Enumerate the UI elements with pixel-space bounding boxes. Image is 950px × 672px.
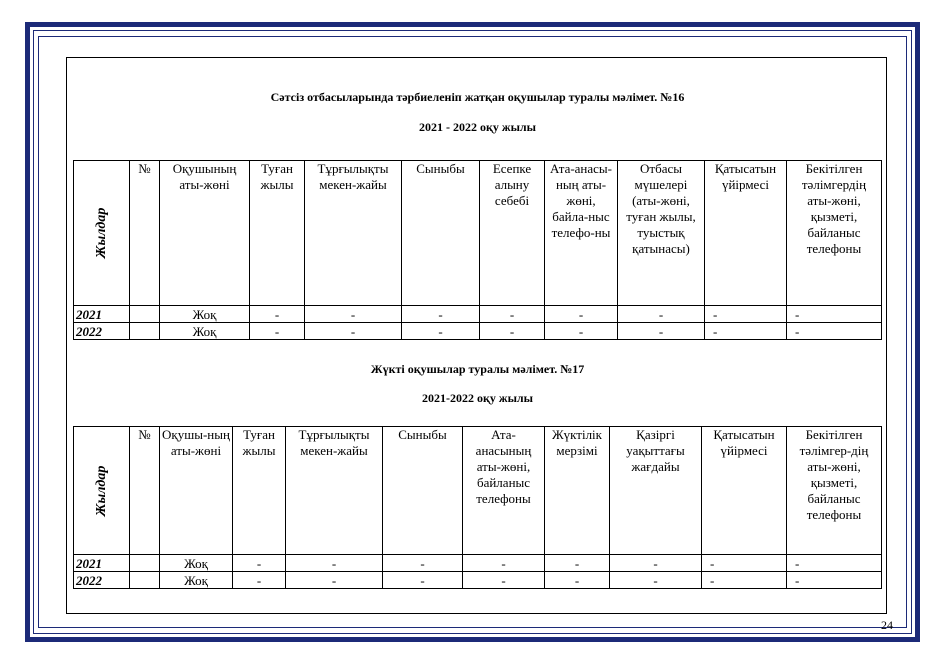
row-num [130, 323, 160, 340]
row-cell: - [286, 555, 383, 572]
row-cell: - [545, 323, 618, 340]
table-row [74, 323, 882, 340]
table16-header-club: Қатысатын үйірмесі [705, 161, 787, 306]
row-cell: - [480, 306, 545, 323]
table16-year: 2021 - 2022 оқу жылы [418, 120, 537, 134]
row-num [130, 555, 160, 572]
row-cell: - [545, 555, 610, 572]
row-year: 2021 [74, 306, 130, 323]
document-content [66, 57, 887, 614]
table16-header-birth-year: Туған жылы [250, 161, 305, 306]
row-cell: - [383, 572, 463, 589]
table16-header-row [74, 161, 882, 306]
table17 [73, 426, 882, 589]
row-num [130, 572, 160, 589]
table17-year: 2021-2022 оқу жылы [421, 391, 534, 405]
row-cell: - [286, 572, 383, 589]
table17-header-num: № [130, 427, 160, 555]
row-name: Жоқ [160, 572, 233, 589]
table16-title: Сәтсіз отбасыларында тәрбиеленіп жатқан оқушылар туралы мәлімет. №16 [270, 90, 685, 104]
row-year: 2021 [74, 555, 130, 572]
row-cell: - [480, 323, 545, 340]
row-cell: - [787, 572, 882, 589]
row-cell: - [402, 323, 480, 340]
row-cell: - [383, 555, 463, 572]
table16-header-reason: Есепке алыну себебі [480, 161, 545, 306]
table17-header-club: Қатысатын үйірмесі [702, 427, 787, 555]
row-year: 2022 [74, 572, 130, 589]
row-cell: - [610, 572, 702, 589]
table17-header-name: Оқушы-ның аты-жөні [160, 427, 233, 555]
row-cell: - [702, 555, 787, 572]
row-cell: - [618, 323, 705, 340]
table16-header-name: Оқушының аты-жөні [160, 161, 250, 306]
table16-header-years: Жылдар [74, 161, 130, 306]
table-row [74, 572, 882, 589]
row-cell: - [233, 572, 286, 589]
row-name: Жоқ [160, 323, 250, 340]
table16-header-address: Тұрғылықты мекен-жайы [305, 161, 402, 306]
row-cell: - [702, 572, 787, 589]
row-cell: - [705, 323, 787, 340]
table17-header-pregnancy-term: Жүктілік мерзімі [545, 427, 610, 555]
table17-header-years: Жылдар [74, 427, 130, 555]
table16 [73, 160, 882, 340]
table16-header-num: № [130, 161, 160, 306]
table17-header-mentor: Бекітілген тәлімгер-дің аты-жөні, қызметі, байланыс телефоны [787, 427, 882, 555]
row-cell: - [618, 306, 705, 323]
row-cell: - [463, 555, 545, 572]
table-row [74, 306, 882, 323]
table-row [74, 555, 882, 572]
row-cell: - [305, 323, 402, 340]
row-cell: - [610, 555, 702, 572]
row-cell: - [705, 306, 787, 323]
table17-header-address: Тұрғылықты мекен-жайы [286, 427, 383, 555]
table17-header-parents: Ата-анасының аты-жөні, байланыс телефоны [463, 427, 545, 555]
table17-header-row [74, 427, 882, 555]
row-cell: - [545, 306, 618, 323]
row-name: Жоқ [160, 306, 250, 323]
row-cell: - [787, 555, 882, 572]
row-year: 2022 [74, 323, 130, 340]
row-num [130, 306, 160, 323]
row-cell: - [787, 323, 882, 340]
row-cell: - [305, 306, 402, 323]
row-cell: - [250, 306, 305, 323]
row-cell: - [463, 572, 545, 589]
table17-title: Жүкті оқушылар туралы мәлімет. №17 [370, 362, 585, 376]
row-cell: - [250, 323, 305, 340]
table16-header-mentor: Бекітілген тәлімгердің аты-жөні, қызметі, байланыс телефоны [787, 161, 882, 306]
page-number: 24 [881, 618, 893, 632]
table16-header-class: Сыныбы [402, 161, 480, 306]
table17-header-class: Сыныбы [383, 427, 463, 555]
row-cell: - [787, 306, 882, 323]
table16-header-family: Отбасы мүшелері (аты-жөні, туған жылы, туыстық қатынасы) [618, 161, 705, 306]
row-cell: - [545, 572, 610, 589]
row-cell: - [233, 555, 286, 572]
row-name: Жоқ [160, 555, 233, 572]
table17-header-birth-year: Туған жылы [233, 427, 286, 555]
row-cell: - [402, 306, 480, 323]
table17-header-current-state: Қазіргі уақыттағы жағдайы [610, 427, 702, 555]
table16-header-parents: Ата-анасы-ның аты-жөні, байла-ныс телефо-ны [545, 161, 618, 306]
